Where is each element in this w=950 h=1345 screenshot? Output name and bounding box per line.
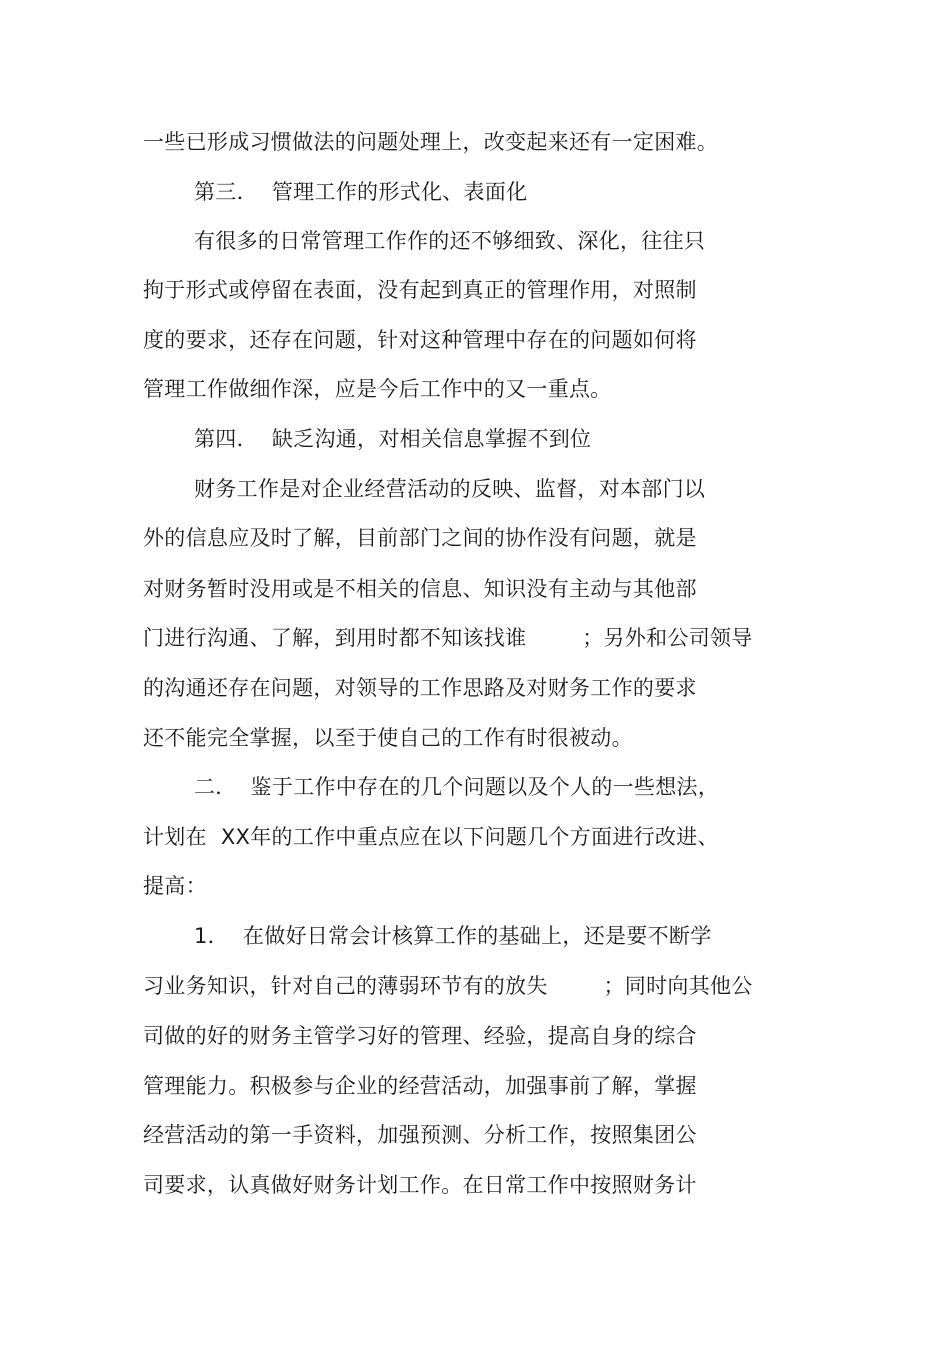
text-line: 习业务知识，针对自己的薄弱环节有的放失 ；同时向其他公 <box>143 974 753 998</box>
text-line: 管理能力。积极参与企业的经营活动，加强事前了解，掌握 <box>143 1074 697 1098</box>
section-heading: 二． 鉴于工作中存在的几个问题以及个人的一些想法， <box>194 775 720 799</box>
text-line: 有很多的日常管理工作作的还不够细致、深化，往往只 <box>194 229 706 253</box>
text-line: 经营活动的第一手资料，加强预测、分析工作，按照集团公 <box>143 1123 697 1147</box>
text-line: 度的要求，还存在问题，针对这种管理中存在的问题如何将 <box>143 328 697 352</box>
text-line: 计划在 XX年的工作中重点应在以下问题几个方面进行改进、 <box>143 825 719 849</box>
text-line: 拘于形式或停留在表面，没有起到真正的管理作用，对照制 <box>143 278 697 302</box>
text-line: 的沟通还存在问题，对领导的工作思路及对财务工作的要求 <box>143 676 697 700</box>
section-heading: 第三． 管理工作的形式化、表面化 <box>194 180 528 204</box>
text-line: 外的信息应及时了解，目前部门之间的协作没有问题，就是 <box>143 526 697 550</box>
text-line: 提高： <box>143 874 207 898</box>
text-line: 还不能完全掌握，以至于使自己的工作有时很被动。 <box>143 726 633 750</box>
text-line: 司做的好的财务主管学习好的管理、经验，提高自身的综合 <box>143 1024 697 1048</box>
section-heading: 第四． 缺乏沟通，对相关信息掌握不到位 <box>194 427 592 451</box>
text-line: 管理工作做细作深，应是今后工作中的又一重点。 <box>143 377 612 401</box>
text-line: 对财务暂时没用或是不相关的信息、知识没有主动与其他部 <box>143 577 697 601</box>
text-line: 司要求，认真做好财务计划工作。在日常工作中按照财务计 <box>143 1173 697 1197</box>
list-item-heading: 1． 在做好日常会计核算工作的基础上，还是要不断学 <box>194 924 712 948</box>
text-line: 门进行沟通、了解，到用时都不知该找谁 ；另外和公司领导 <box>143 626 753 650</box>
text-line: 一些已形成习惯做法的问题处理上，改变起来还有一定困难。 <box>143 130 719 154</box>
text-line: 财务工作是对企业经营活动的反映、监督，对本部门以 <box>194 477 706 501</box>
